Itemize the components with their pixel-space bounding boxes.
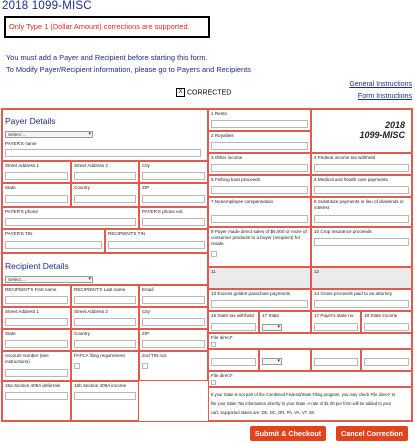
page-title: 2018 1099-MISC — [2, 0, 92, 12]
payer-country-label: Country — [74, 185, 91, 190]
box-3-label: 3 Other income — [211, 155, 243, 160]
recipient-city-label: City — [142, 309, 150, 314]
payer-phone-input[interactable] — [5, 218, 136, 226]
recipient-zip-cell — [139, 329, 208, 351]
recipient-details-heading: Recipient Details — [5, 261, 69, 271]
recipient-state-label: State — [5, 331, 16, 336]
form-name: 1099-MISC — [359, 130, 405, 140]
box-1-input[interactable] — [211, 120, 308, 128]
form-title — [359, 120, 405, 140]
box-17-row2-cell — [259, 349, 311, 371]
box-6-cell — [311, 175, 412, 197]
payer-name-cell — [2, 109, 208, 161]
recipient-street1-input[interactable] — [5, 318, 68, 326]
payer-zip-input[interactable] — [142, 195, 205, 203]
file-direct-note-2: file your State Tax information directly to your State. A rate of $1.00 per form will be added to your — [211, 401, 392, 406]
payer-street2-input[interactable] — [74, 172, 136, 180]
submit-checkout-button[interactable]: Submit & Checkout — [250, 426, 326, 441]
recipient-street1-cell — [2, 307, 71, 329]
second-tin-checkbox[interactable] — [142, 363, 148, 369]
recipient-street2-input[interactable] — [74, 318, 136, 326]
recipient-country-input[interactable] — [74, 340, 136, 348]
file-direct-checkbox-2[interactable] — [211, 380, 216, 385]
box-17b-input[interactable] — [314, 323, 358, 331]
box-18-label: 18 State income — [364, 313, 398, 318]
file-direct-label-2: File direct* — [211, 373, 233, 378]
box-14-input[interactable] — [314, 300, 409, 308]
recipient-email-input[interactable] — [142, 296, 205, 304]
box-14-label: 14 Gross proceeds paid to an attorney — [314, 291, 393, 296]
form-title-cell — [311, 109, 412, 153]
box-17b-row2-cell — [311, 349, 361, 371]
box-6-label: 6 Medical and health care payments — [314, 177, 388, 182]
file-direct-row-1 — [208, 333, 412, 349]
box-13-label: 13 Excess golden parachute payments — [211, 291, 291, 296]
payer-country-cell — [71, 183, 139, 207]
recipient-tin-cell — [105, 229, 208, 253]
recipient-country-label: Country — [74, 331, 91, 336]
account-number-label-1: Account number (see — [5, 353, 49, 358]
box-12-label: 12 — [314, 269, 320, 274]
box-18-row2-input[interactable] — [364, 358, 409, 366]
box-9-label-1: 9 Payer made direct sales of $5,000 or more of — [211, 229, 307, 234]
box-15a-label: 15a Section 409A deferrals — [5, 383, 61, 388]
box-16-row2-input[interactable] — [211, 358, 256, 366]
box-3-input[interactable] — [211, 164, 308, 172]
box-9-cell — [208, 227, 311, 267]
box-15a-input[interactable] — [5, 392, 68, 400]
box-7-cell — [208, 197, 311, 227]
recipient-state-input[interactable] — [5, 340, 68, 348]
payer-zip-cell — [139, 183, 208, 207]
recipient-tin-input[interactable] — [108, 241, 205, 249]
account-number-input[interactable] — [5, 369, 68, 377]
box-13-input[interactable] — [211, 300, 308, 308]
payer-phone-ext-label: PAYER'S phone ext. — [142, 209, 184, 214]
box-4-label: 4 Federal income tax withheld — [314, 155, 376, 160]
file-direct-checkbox-1[interactable] — [211, 342, 216, 347]
payer-tin-label: PAYER'S TIN — [5, 231, 33, 236]
payer-street1-cell — [2, 161, 71, 183]
payer-state-input[interactable] — [5, 195, 68, 203]
box-17-row2-state-select[interactable] — [262, 358, 282, 365]
box-2-label: 2 Royalties — [211, 133, 234, 138]
recipient-last-name-label: RECIPIENT'S Last name — [74, 287, 126, 292]
corrected-checkbox: X — [176, 88, 185, 97]
recipient-tin-label: RECIPIENT'S TIN — [108, 231, 146, 236]
cancel-correction-button[interactable]: Cancel Correction — [336, 426, 408, 441]
payer-tin-input[interactable] — [5, 241, 102, 249]
payer-phone-ext-cell — [139, 207, 208, 229]
box-16-row2-cell — [208, 349, 259, 371]
recipient-email-cell — [139, 285, 208, 307]
box-17-label: 17 State — [262, 313, 280, 318]
box-8-input[interactable] — [314, 215, 409, 223]
box-1-cell — [208, 109, 311, 131]
payer-street1-input[interactable] — [5, 172, 68, 180]
recipient-state-cell — [2, 329, 71, 351]
box-16-label: 16 State tax withheld — [211, 313, 254, 318]
box-5-input[interactable] — [211, 186, 308, 194]
box-7-label: 7 Nonemployee compensation — [211, 199, 274, 204]
box-9-label-2: consumer products to a buyer (recipient) for — [211, 235, 301, 240]
payer-city-label: City — [142, 163, 150, 168]
recipient-header-cell — [2, 253, 208, 285]
fatca-label: FATCA filing requirement — [74, 353, 125, 358]
box-17b-row2-input[interactable] — [314, 358, 358, 366]
payer-street2-cell — [71, 161, 139, 183]
box-2-input[interactable] — [211, 142, 308, 150]
box-7-input[interactable] — [211, 215, 308, 223]
box-16-cell — [208, 311, 259, 333]
box-5-label: 5 Fishing boat proceeds — [211, 177, 261, 182]
form-instructions-link[interactable]: Form Instructions — [357, 93, 412, 100]
payer-country-input[interactable] — [74, 195, 136, 203]
box-8-label-1: 8 Substitute payments in lieu of dividends or — [314, 199, 404, 204]
box-10-label: 10 Crop insurance proceeds — [314, 229, 372, 234]
payer-street1-label: Street Address 1 — [5, 163, 39, 168]
payer-name-input[interactable] — [5, 149, 201, 157]
box-17-state-select[interactable] — [262, 324, 282, 331]
box-4-cell — [311, 153, 412, 175]
recipient-street2-label: Street Address 2 — [74, 309, 108, 314]
box-13-cell — [208, 289, 311, 311]
file-direct-label-1: File direct* — [211, 335, 233, 340]
second-tin-cell — [139, 351, 208, 381]
payer-zip-label: ZIP — [142, 185, 150, 190]
payer-street2-label: Street Address 2 — [74, 163, 108, 168]
info-line-2: To Modify Payer/Recipient information, please go to Payers and Recipients — [6, 65, 251, 74]
recipient-city-cell — [139, 307, 208, 329]
info-line-1: You must add a Payer and Recipient before starting this form. — [6, 53, 208, 62]
box-11-label: 11 — [211, 269, 216, 274]
recipient-zip-label: ZIP — [142, 331, 150, 336]
fatca-checkbox[interactable] — [74, 363, 80, 369]
box-15b-label: 15b Section 409A income — [74, 383, 127, 388]
recipient-street1-label: Street Address 1 — [5, 309, 39, 314]
recipient-last-name-cell — [71, 285, 139, 307]
form-1099-misc — [1, 108, 413, 422]
file-direct-note-cell — [208, 387, 412, 421]
box-17b-label: 17 Payer's state no. — [314, 313, 355, 318]
form-year: 2018 — [384, 120, 405, 130]
recipient-email-label: Email — [142, 287, 154, 292]
corrected-label: CORRECTED — [187, 89, 232, 97]
box-17b-cell — [311, 311, 361, 333]
box-18-row2-cell — [361, 349, 412, 371]
recipient-street2-cell — [71, 307, 139, 329]
box-1-label: 1 Rents — [211, 111, 227, 116]
recipient-first-name-input[interactable] — [5, 296, 68, 304]
box-15b-cell — [71, 381, 139, 421]
recipient-city-input[interactable] — [142, 318, 205, 326]
recipient-country-cell — [71, 329, 139, 351]
recipient-select[interactable]: Select ... ▾ — [5, 276, 93, 283]
payer-city-input[interactable] — [142, 172, 205, 180]
box-3-cell — [208, 153, 311, 175]
general-instructions-link[interactable]: General Instructions — [349, 81, 412, 88]
file-direct-note-3: cart. Supported states are: DE, NC, OR, PA, VA, VT, WI. — [211, 410, 316, 415]
payer-phone-cell — [2, 207, 139, 229]
box-4-input[interactable] — [314, 164, 409, 172]
box-2-cell — [208, 131, 311, 153]
box-5-cell — [208, 175, 311, 197]
box-12-cell — [311, 267, 412, 289]
box-8-cell — [311, 197, 412, 227]
corrected-indicator — [176, 88, 231, 97]
warning-text: Only Type 1 (Dollar Amount) corrections are supported. — [9, 22, 190, 31]
account-number-cell — [2, 351, 71, 381]
warning-box — [4, 16, 210, 38]
payer-phone-ext-input[interactable] — [142, 218, 205, 226]
box-18-input[interactable] — [364, 323, 409, 331]
payer-city-cell — [139, 161, 208, 183]
box-8-label-2: interest — [314, 205, 330, 210]
box-15a-cell — [2, 381, 71, 421]
recipient-zip-input[interactable] — [142, 340, 205, 348]
fatca-cell — [71, 351, 139, 381]
box-15b-input[interactable] — [74, 392, 136, 400]
payer-state-cell — [2, 183, 71, 207]
box-9-checkbox[interactable] — [211, 251, 217, 257]
payer-select[interactable]: Select ... ▾ — [5, 131, 93, 138]
file-direct-row-2 — [208, 371, 412, 387]
box-6-input[interactable] — [314, 186, 409, 194]
recipient-first-name-cell — [2, 285, 71, 307]
box-18-cell — [361, 311, 412, 333]
recipient-last-name-input[interactable] — [74, 296, 136, 304]
box-10-cell — [311, 227, 412, 267]
payer-tin-cell — [2, 229, 105, 253]
box-17-cell — [259, 311, 311, 333]
file-direct-note-1: If your State is not part of the Combined Federal/State Filing program, you may check File direct* to — [211, 392, 396, 397]
payer-phone-label: PAYER'S phone — [5, 209, 38, 214]
account-number-label-2: instructions) — [5, 359, 30, 364]
box-10-input[interactable] — [314, 238, 409, 246]
box-16-input[interactable] — [211, 323, 256, 331]
box-11-cell — [208, 267, 311, 289]
second-tin-label: 2nd TIN not. — [142, 353, 168, 358]
payer-state-label: State — [5, 185, 16, 190]
recipient-first-name-label: RECIPIENT'S First name — [5, 287, 57, 292]
box-9-label-3: resale — [211, 241, 224, 246]
box-14-cell — [311, 289, 412, 311]
payer-name-label: PAYER'S name — [5, 141, 37, 146]
payer-details-heading: Payer Details — [5, 116, 56, 126]
